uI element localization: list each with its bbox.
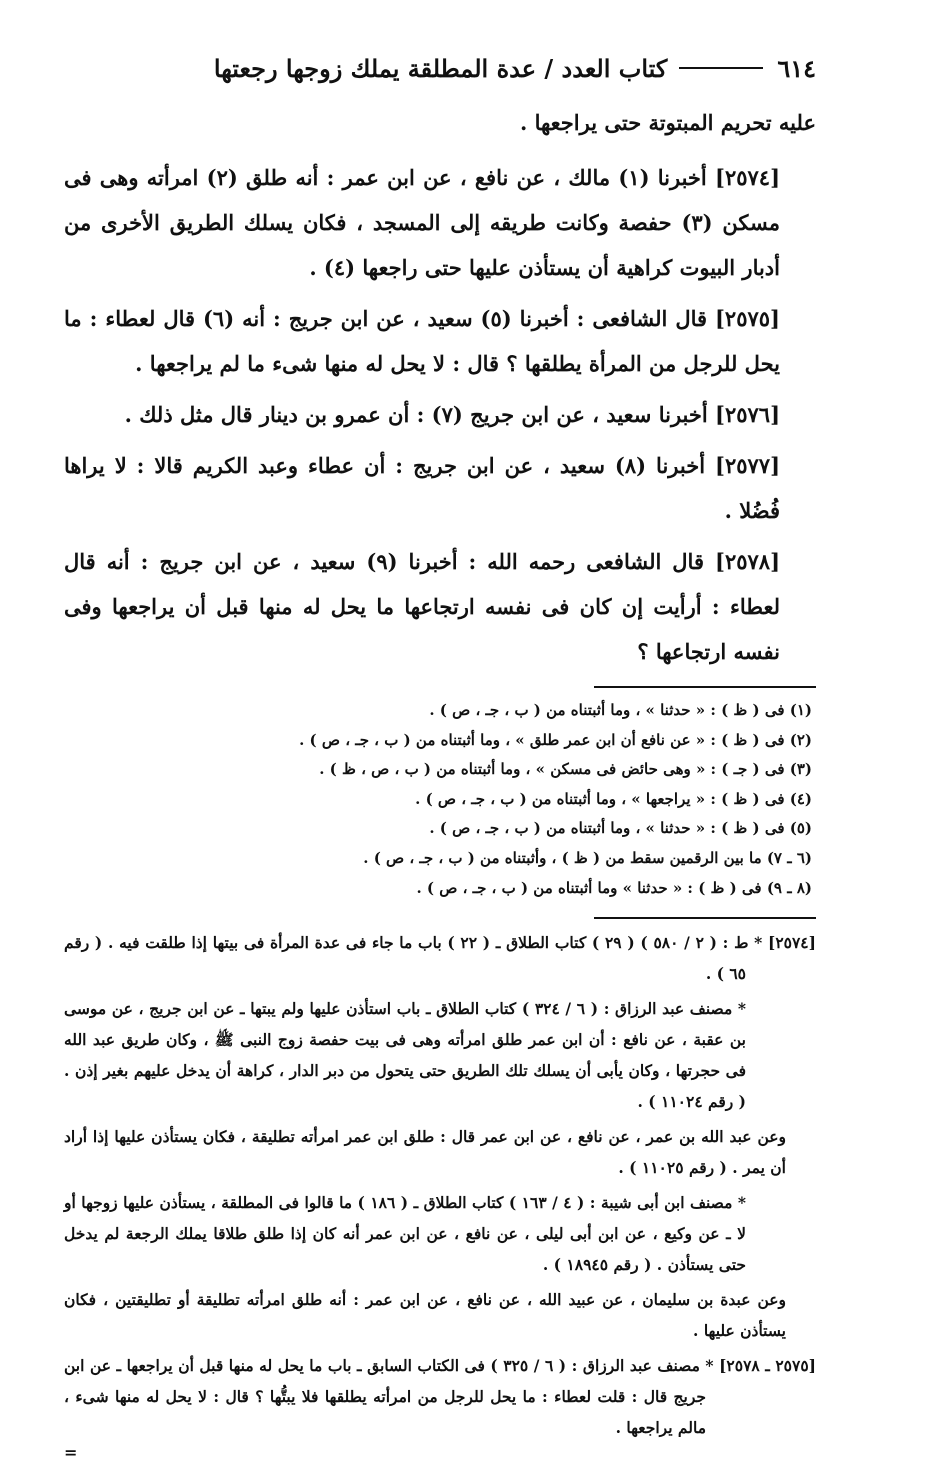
source-entry-2575-2578 bbox=[64, 1350, 816, 1443]
running-title: كتاب العدد / عدة المطلقة يملك زوجها رجعتها bbox=[213, 53, 668, 83]
source-entry: * مصنف ابن أبى شيبة : ( ٤ / ١٦٣ ) كتاب الطلاق ـ ( ١٨٦ ) ما قالوا فى المطلقة ، يستأذن عليها زوجها أو لا ـ عن وكيع ، عن ابن أبى ليلى ، عن نافع ، عن ابن عمر أنه كان إذا طلق طلاقا يملك الرجعة لم يدخل حتى يستأذن . ( رقم ١٨٩٤٥ ) . bbox=[64, 1193, 746, 1275]
book-page bbox=[64, 44, 816, 1467]
source-key: [٢٥٧٥ ـ ٢٥٧٨] bbox=[719, 1356, 816, 1376]
source-text: * مصنف عبد الرزاق : ( ٦ / ٣٢٥ ) فى الكتاب السابق ـ باب ما يحل له منها قبل أن يراجعها ـ عن ابن جريج قال : قلت لعطاء : ما يحل للرجل من امرأته يطلقها فلا يبتُّها ؟ قال : لا يحل له منها شىء ، مالم يراجعها . bbox=[64, 1356, 714, 1438]
running-header bbox=[64, 44, 816, 92]
source-text: * ط : ( ٢ / ٥٨٠ ) ( ٢٩ ) كتاب الطلاق ـ ( ٢٢ ) باب ما جاء فى عدة المرأة فى بيتها إذا طلقت فيه . ( رقم ٦٥ ) . bbox=[64, 933, 763, 984]
paragraph-2578: [٢٥٧٨] قال الشافعى رحمه الله : أخبرنا (٩) سعيد ، عن ابن جريج : أنه قال لعطاء : أرأيت إن كان فى نفسه ارتجاعها ما يحل له منها قبل أن يراجعها وفى نفسه ارتجاعها ؟ bbox=[64, 549, 780, 664]
header-rule bbox=[679, 67, 763, 69]
footnote: (١) فى ( ظ ) : « حدثنا » ، وما أثبتناه من ( ب ، جـ ، ص ) . bbox=[429, 701, 812, 719]
paragraph-2574: [٢٥٧٤] أخبرنا (١) مالك ، عن نافع ، عن ابن عمر : أنه طلق (٢) امرأته وهى فى مسكن (٣) حفصة وكانت طريقه إلى المسجد ، فكان يسلك الطريق الأخرى من أدبار البيوت كراهية أن يستأذن عليها حتى راجعها (٤) . bbox=[64, 165, 780, 280]
source-entry-2574 bbox=[64, 927, 816, 989]
main-text bbox=[64, 100, 816, 674]
continuation-mark: = bbox=[64, 1443, 78, 1463]
footnote-separator bbox=[594, 686, 816, 688]
footnote: (٦ ـ ٧) ما بين الرقمين سقط من ( ظ ) ، وأثبتناه من ( ب ، جـ ، ص ) . bbox=[363, 848, 812, 867]
paragraph-continuation: عليه تحريم المبتوتة حتى يراجعها . bbox=[519, 110, 816, 135]
footnote: (٢) فى ( ظ ) : « عن نافع أن ابن عمر طلق » ، وما أثبتناه من ( ب ، جـ ، ص ) . bbox=[299, 730, 812, 749]
paragraph-2577: [٢٥٧٧] أخبرنا (٨) سعيد ، عن ابن جريج : أن عطاء وعبد الكريم قالا : لا يراها فُضُلا . bbox=[64, 453, 780, 523]
paragraph-2576: [٢٥٧٦] أخبرنا سعيد ، عن ابن جريج (٧) : أن عمرو بن دينار قال مثل ذلك . bbox=[124, 402, 780, 427]
footnote: (٥) فى ( ظ ) : « حدثنا » ، وما أثبتناه من ( ب ، جـ ، ص ) . bbox=[429, 819, 812, 838]
source-entry: وعن عبد الله بن عمر ، عن نافع ، عن ابن عمر قال : طلق ابن عمر امرأته تطليقة ، فكان يستأذن عليها إذا أراد أن يمر . ( رقم ١١٠٢٥ ) . bbox=[64, 1127, 786, 1178]
footnote: (٣) فى ( جـ ) : « وهى حائض فى مسكن » ، وما أثبتناه من ( ب ، ص ، ظ ) . bbox=[319, 760, 812, 779]
sources-separator bbox=[594, 917, 816, 919]
source-key: [٢٥٧٤] bbox=[767, 933, 816, 953]
footnote: (٨ ـ ٩) فى ( ظ ) : « حدثنا » وما أثبتناه من ( ب ، جـ ، ص ) . bbox=[416, 878, 812, 897]
source-entry: * مصنف عبد الرزاق : ( ٦ / ٣٢٤ ) كتاب الطلاق ـ باب استأذن عليها ولم يبتها ـ عن ابن جريج ، عن موسى بن عقبة ، عن نافع : أن ابن عمر طلق امرأته وهى فى بيت حفصة زوج النبى ﷺ ، وكان طريق عبد الله فى حجرتها ، وكان يأبى أن يسلك تلك الطريق حتى يتحول من دبر الدار ، كراهة أن يدخل عليهم بغير إذن . ( رقم ١١٠٢٤ ) . bbox=[64, 999, 746, 1112]
source-entry: وعن عبدة بن سليمان ، عن عبيد الله ، عن نافع ، عن ابن عمر : أنه طلق امرأته تطليقة أو تطليقتين ، فكان يستأذن عليها . bbox=[64, 1290, 786, 1341]
footnotes bbox=[64, 696, 816, 903]
footnote: (٤) فى ( ظ ) : « يراجعها » ، وما أثبتناه من ( ب ، جـ ، ص ) . bbox=[415, 789, 812, 808]
paragraph-2575: [٢٥٧٥] قال الشافعى : أخبرنا (٥) سعيد ، عن ابن جريج : أنه (٦) قال لعطاء : ما يحل للرجل من المرأة يطلقها ؟ قال : لا يحل له منها شىء ما لم يراجعها . bbox=[64, 306, 780, 376]
source-references bbox=[64, 927, 816, 1463]
page-number: ٦١٤ bbox=[777, 53, 816, 83]
